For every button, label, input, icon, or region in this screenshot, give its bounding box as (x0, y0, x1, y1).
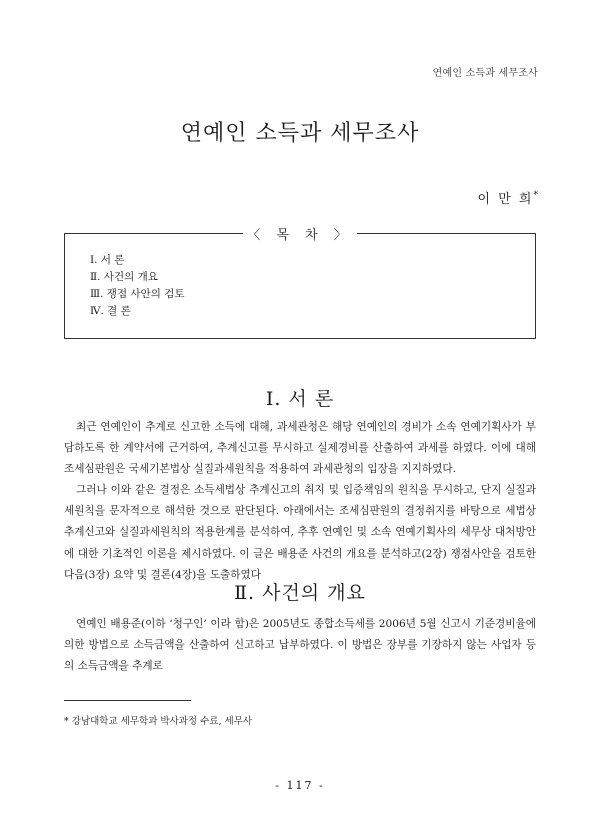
paragraph: 연예인 배용준(이하 ‘청구인’ 이라 함)은 2005년도 종합소득세를 2006년 5월 신고시 기준경비율에 의한 방법으로 소득금액을 산출하여 신고하고 납부하였다. 이 방법은 장부를 기장하지 않는 사업자 등의 소득금액을 추계로 (64, 618, 536, 673)
running-head: 연예인 소득과 세무조사 (432, 68, 538, 79)
section-heading-2: Ⅱ. 사건의 개요 (234, 582, 366, 604)
paragraph: 최근 연예인이 추계로 신고한 소득에 대해, 과세관청은 해당 연예인의 경비가 소속 연예기획사가 부담하도록 한 계약서에 근거하여, 추계신고를 무시하고 실제경비를 산출하여 과세를 하였다. 이에 대해 조세심판원은 국세기본법상 실질과세원칙을 적용하여 과세관청의 입장을 지지하였다. (64, 421, 536, 476)
table-of-contents (64, 228, 536, 339)
toc-item-3: Ⅲ. 쟁점 사안의 검토 (90, 288, 185, 300)
paper-title: 연예인 소득과 세무조사 (180, 121, 420, 146)
toc-heading: 〈 목 차 〉 (243, 228, 357, 243)
page-number: - 117 - (275, 779, 325, 792)
toc-item-1: Ⅰ. 서 론 (90, 254, 125, 266)
footnote-divider (64, 700, 191, 701)
author-name: 이 만 희 (477, 192, 534, 207)
author (478, 188, 540, 207)
section-heading-1: Ⅰ. 서 론 (265, 388, 335, 410)
toc-item-2: Ⅱ. 사건의 개요 (90, 271, 158, 283)
toc-item-4: Ⅳ. 결 론 (90, 305, 131, 317)
author-footnote-mark: * (533, 190, 540, 201)
footnote: * 강남대학교 세무학과 박사과정 수료, 세무사 (64, 716, 253, 727)
paragraph: 그러나 이와 같은 결정은 소득세법상 추계신고의 취지 및 입증책임의 원칙을 무시하고, 단지 실질과세원칙을 문자적으로 해석한 것으로 판단된다. 아래에서는 조세심판원의 결정취지를 바탕으로 세법상 추계신고와 실질과세원칙의 적용한계를 분석하여, 추후 연예인 및 소속 연예기획사의 세무상 대처방안에 대한 기초적인 이론을 제시하였다. 이 글은 배용준 사건의 개요를 분석하고(2장) 쟁점사안을 검토한 다음(3장) 요약 및 결론(4장)을 도출하였다 (64, 484, 536, 581)
